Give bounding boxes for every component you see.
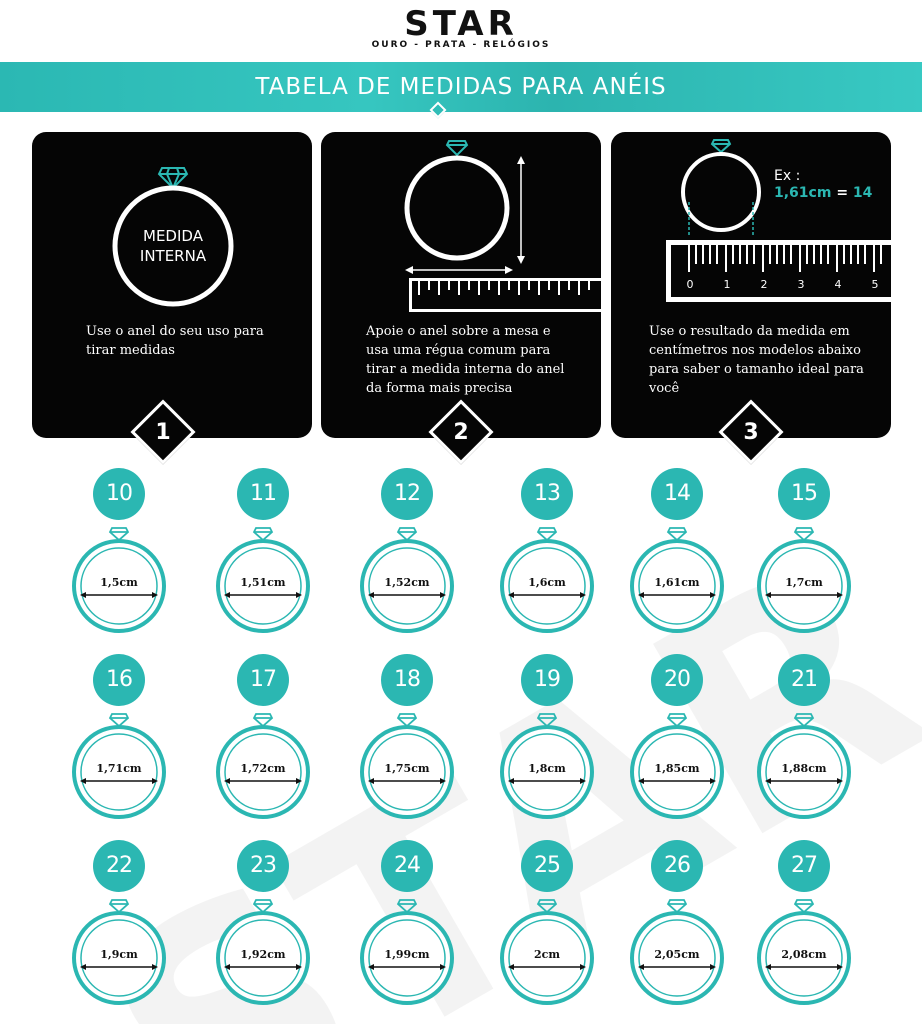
size-measure-label: 1,51cm (240, 576, 286, 589)
size-measure-label: 1,85cm (654, 762, 700, 775)
size-number-badge: 18 (381, 654, 433, 706)
example-equation (774, 185, 872, 201)
size-measure-label: 1,75cm (384, 762, 430, 775)
ring-label-text: MEDIDA INTERNA (139, 227, 207, 265)
step-3-number: 3 (743, 420, 759, 445)
size-number-badge: 20 (651, 654, 703, 706)
ring-size-item (622, 468, 732, 638)
page-title: TABELA DE MEDIDAS PARA ANÉIS (255, 74, 667, 100)
size-number-badge: 17 (237, 654, 289, 706)
step-panel-3 (611, 132, 891, 438)
size-measure-label: 2,05cm (654, 948, 700, 961)
ring-size-item (208, 840, 318, 1010)
brand-logo (0, 6, 922, 50)
size-measure-label: 1,99cm (384, 948, 430, 961)
step-1-number: 1 (155, 420, 171, 445)
size-number-badge: 19 (521, 654, 573, 706)
ruler-tick-label: 4 (834, 278, 842, 291)
size-number-badge: 22 (93, 840, 145, 892)
ring-size-item (749, 468, 859, 638)
step-panel-2 (321, 132, 601, 438)
size-measure-label: 2cm (534, 948, 560, 961)
ring-size-item (208, 468, 318, 638)
size-number-badge: 25 (521, 840, 573, 892)
example-equals: = (836, 185, 849, 201)
step-panel-1 (32, 132, 312, 438)
size-number-badge: 16 (93, 654, 145, 706)
ring-illustration-icon (32, 132, 312, 438)
step-1-text: Use o anel do seu uso para tirar medidas (86, 324, 264, 358)
ruler-tick-label: 2 (760, 278, 768, 291)
ring-size-item (622, 654, 732, 824)
brand-tagline: OURO - PRATA - RELÓGIOS (371, 40, 551, 50)
ring-size-item (64, 654, 174, 824)
ring-size-item (208, 654, 318, 824)
ruler-tick-label: 3 (797, 278, 805, 291)
ruler-tick-label: 0 (686, 278, 694, 291)
size-measure-label: 1,6cm (528, 576, 566, 589)
size-number-badge: 27 (778, 840, 830, 892)
brand-name: STAR (404, 4, 518, 44)
ring-size-item (492, 654, 602, 824)
size-number-badge: 26 (651, 840, 703, 892)
size-measure-label: 1,5cm (100, 576, 138, 589)
size-number-badge: 23 (237, 840, 289, 892)
size-measure-label: 1,61cm (654, 576, 700, 589)
ring-size-item (749, 840, 859, 1010)
ring-size-item (352, 840, 462, 1010)
step-2-text: Apoie o anel sobre a mesa e usa uma régua comum para tirar a medida interna do anel da forma mais precisa (366, 324, 565, 396)
ring-size-item (64, 468, 174, 638)
ring-size-item (352, 468, 462, 638)
size-number-badge: 13 (521, 468, 573, 520)
step-3-text: Use o resultado da medida em centímetros nos modelos abaixo para saber o tamanho ideal para você (649, 324, 864, 396)
ruler-tick-label: 5 (871, 278, 879, 291)
size-measure-label: 1,92cm (240, 948, 286, 961)
ring-size-item (492, 468, 602, 638)
ring-size-item (749, 654, 859, 824)
ring-size-item (492, 840, 602, 1010)
example-prefix: Ex : (774, 168, 801, 184)
size-measure-label: 1,52cm (384, 576, 430, 589)
title-banner (0, 62, 922, 112)
size-measure-label: 1,7cm (785, 576, 823, 589)
example-value: 1,61cm (774, 185, 832, 201)
size-number-badge: 14 (651, 468, 703, 520)
ring-size-item (622, 840, 732, 1010)
size-measure-label: 1,71cm (96, 762, 142, 775)
size-measure-label: 1,8cm (528, 762, 566, 775)
size-number-badge: 10 (93, 468, 145, 520)
example-size: 14 (852, 185, 873, 201)
step-2-number: 2 (453, 420, 469, 445)
size-number-badge: 21 (778, 654, 830, 706)
size-number-badge: 15 (778, 468, 830, 520)
ruler-tick-label: 1 (723, 278, 731, 291)
ring-size-item (352, 654, 462, 824)
size-measure-label: 1,9cm (100, 948, 138, 961)
ring-size-item (64, 840, 174, 1010)
size-measure-label: 1,88cm (781, 762, 827, 775)
size-number-badge: 24 (381, 840, 433, 892)
size-measure-label: 2,08cm (781, 948, 827, 961)
size-number-badge: 12 (381, 468, 433, 520)
size-measure-label: 1,72cm (240, 762, 286, 775)
size-number-badge: 11 (237, 468, 289, 520)
